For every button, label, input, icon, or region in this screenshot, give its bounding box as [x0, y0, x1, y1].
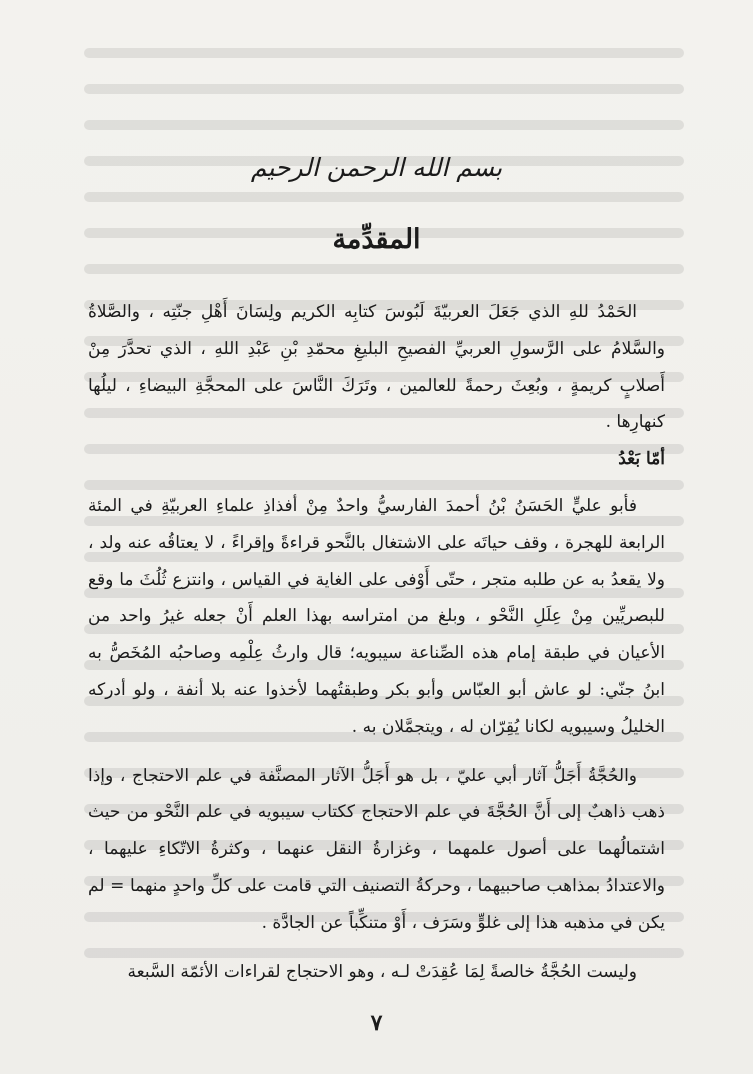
paragraph-praise: الحَمْدُ للهِ الذي جَعَلَ العربيّةَ لَبُوسَ كتابِه الكريم ولِسَانَ أَهْلِ جنّتِه ، والصَّلاةُ والسَّلامُ على الرَّسولِ العربيِّ الفصيحِ البليغِ محمّدِ بْنِ عَبْدِ اللهِ ، الذي تحدَّرَ مِنْ أَصلابٍ كريمةٍ ، وبُعِثَ رحمةً للعالمين ، وتَرَكَ النَّاسَ على المحجَّةِ البيضاءِ ، ليلُها كنهارِها .: [88, 302, 665, 433]
basmala-header: [0, 150, 753, 186]
main-text: [88, 294, 665, 990]
section-heading: أمّا بَعْدُ: [618, 449, 665, 470]
paragraph-continuation: وليست الحُجَّةُ خالصةً لِمَا عُقِدَتْ لـه ، وهو الاحتجاج لقراءات الأئمّة السَّبعة: [127, 961, 637, 982]
page-number: ٧: [370, 1010, 383, 1036]
page-title: المقدِّمة: [332, 224, 421, 255]
paragraph-abu-ali: فأبو عليٍّ الحَسَنُ بْنُ أحمدَ الفارسيُّ واحدٌ مِنْ أفذاذِ علماءِ العربيّةِ في المئة الرابعة للهجرة ، وقف حياتَه على الاشتغال بالنَّحو قراءةً وإقراءً ، لا يعتاقُه عنه ولد ، ولا يقعدُ به عن طلبه متجر ، حتّى أَوْفى على الغاية في القياس ، وانتزع ثُلُثَ ما وقع للبصريِّين مِنْ عِلَلِ النَّحْو ، وبلغ من امتراسه بهذا العلم أَنْ جعله غيرُ واحد من الأعيان في طبقة إمام هذه الصِّناعة سيبويه؛ قال وارثُ عِلْمِه وصاحبُه المُخَصُّ به ابنُ جنّي: لو عاش أبو العبّاس وأبو بكر وطبقتُهما لأخذوا عنه بلا أنفة ، ولو أدركه الخليلُ وسيبويه لكانا يُقِرّان له ، ويتجمَّلان به .: [88, 495, 665, 737]
paragraph-hujja: والحُجَّةُ أَجَلُّ آثار أبي عليّ ، بل هو أَجَلُّ الآثار المصنَّفة في علم الاحتجاج ، وإذا ذهب ذاهبٌ إلى أَنَّ الحُجَّةَ في علم الاحتجاج ككتاب سيبويه في علم النَّحْو من حيث اشتمالُهما على أصول علمهما ، وغزارةُ النقل عنهما ، وكثرةُ الاتّكاءِ عليهما ، والاعتدادُ بمذاهب صاحبيهما ، وحركةُ التصنيف التي قامت على كلِّ واحدٍ منهما = لم يكن في مذهبه هذا إلى غلوٍّ وسَرَف ، أَوْ متنكِّباً عن الجادَّة .: [88, 765, 665, 933]
basmala-calligraphy: بسم الله الرحمن الرحيم: [250, 153, 503, 182]
